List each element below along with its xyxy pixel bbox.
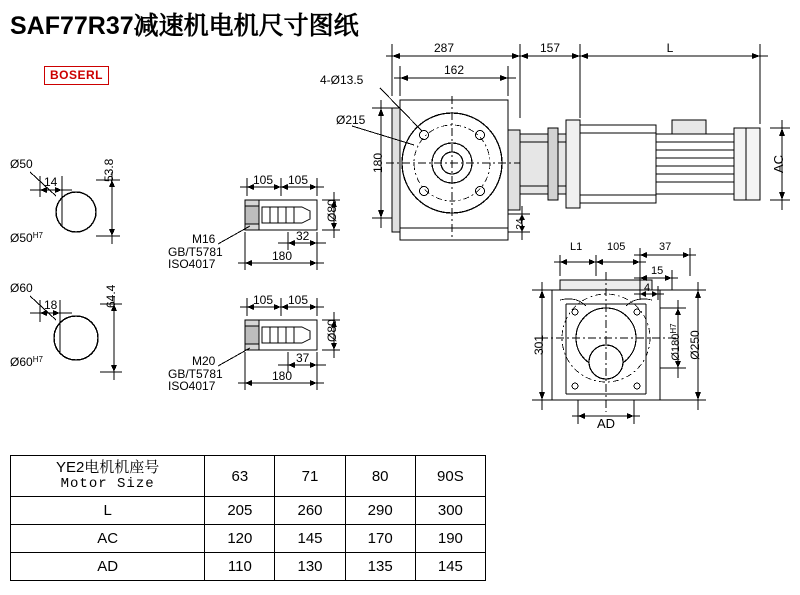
page-title: SAF77R37减速机电机尺寸图纸 — [10, 12, 359, 40]
dim-d50-h7: $Ø50^{H7}$ — [10, 231, 43, 245]
row-AC-value-0: 120 — [205, 525, 275, 553]
row-L-value-3: 300 — [415, 497, 485, 525]
label-m16-std2: ISO4017 — [168, 257, 216, 271]
dim-105-e: 105 — [607, 241, 626, 253]
dim-L1: L1 — [570, 241, 583, 253]
row-AC-value-2: 170 — [345, 525, 415, 553]
label-m20: M20 — [192, 354, 216, 368]
label-m16-std1: GB/T5781 — [168, 245, 223, 259]
row-L-value-2: 290 — [345, 497, 415, 525]
dim-d50: Ø50 — [10, 157, 33, 171]
row-AD-value-2: 135 — [345, 553, 415, 581]
row-AC-value-3: 190 — [415, 525, 485, 553]
row-label-L: L — [11, 497, 205, 525]
table-row — [11, 525, 486, 553]
dim-105-d: 105 — [288, 293, 309, 307]
dim-287: 287 — [433, 41, 455, 55]
dim-180-body: 180 — [371, 152, 385, 174]
dim-37: 37 — [296, 351, 310, 365]
dim-105-b: 105 — [288, 173, 309, 187]
dim-d80-b: Ø80 — [325, 319, 339, 342]
dim-301: 301 — [532, 334, 546, 356]
dim-d180: $Ø180^{H7}$ — [669, 323, 682, 361]
dim-AD: AD — [596, 416, 616, 431]
label-4-holes: 4-Ø13.5 — [320, 73, 364, 87]
table-header-label — [11, 456, 205, 497]
dim-37-r: 37 — [659, 241, 672, 253]
dim-180-b: 180 — [272, 369, 293, 383]
row-L-value-1: 260 — [275, 497, 345, 525]
table-header-size-3: 90S — [415, 456, 485, 497]
row-AD-value-3: 145 — [415, 553, 485, 581]
dim-105-c: 105 — [253, 293, 274, 307]
row-label-AD: AD — [11, 553, 205, 581]
dim-162: 162 — [443, 63, 465, 77]
dim-d60-h7: $Ø60^{H7}$ — [10, 355, 43, 369]
table-row — [11, 553, 486, 581]
dim-105-a: 105 — [253, 173, 274, 187]
dim-157: 157 — [539, 41, 561, 55]
row-label-AC: AC — [11, 525, 205, 553]
table-header-label-en: Motor Size — [60, 476, 155, 492]
row-AD-value-1: 130 — [275, 553, 345, 581]
dim-64-4: 64.4 — [104, 284, 118, 308]
label-m20-std2: ISO4017 — [168, 379, 216, 393]
row-L-value-0: 205 — [205, 497, 275, 525]
dim-18: 18 — [44, 298, 58, 312]
table-header-size-1: 71 — [275, 456, 345, 497]
dim-L: L — [666, 41, 674, 55]
table-header-size-0: 63 — [205, 456, 275, 497]
brand-logo: BOSERL — [44, 66, 109, 85]
dim-32: 32 — [296, 229, 310, 243]
motor-size-table — [10, 455, 486, 581]
label-d215: Ø215 — [336, 113, 366, 127]
table-header-label-cn: YE2电机机座号 — [55, 459, 160, 476]
dim-AC: AC — [771, 154, 786, 174]
dim-15: 15 — [651, 265, 664, 277]
dim-4: 4 — [644, 282, 651, 294]
dim-24: 24 — [515, 218, 526, 230]
dim-d250: Ø250 — [688, 330, 702, 360]
dim-d60: Ø60 — [10, 281, 33, 295]
label-m16: M16 — [192, 232, 216, 246]
dim-14: 14 — [44, 175, 58, 189]
table-header-size-2: 80 — [345, 456, 415, 497]
row-AC-value-1: 145 — [275, 525, 345, 553]
table-row — [11, 497, 486, 525]
table-header-row — [11, 456, 486, 497]
dim-d80-a: Ø80 — [325, 199, 339, 222]
dim-180-a: 180 — [272, 249, 293, 263]
label-m20-std1: GB/T5781 — [168, 367, 223, 381]
dim-53-8: 53.8 — [102, 158, 116, 182]
row-AD-value-0: 110 — [205, 553, 275, 581]
